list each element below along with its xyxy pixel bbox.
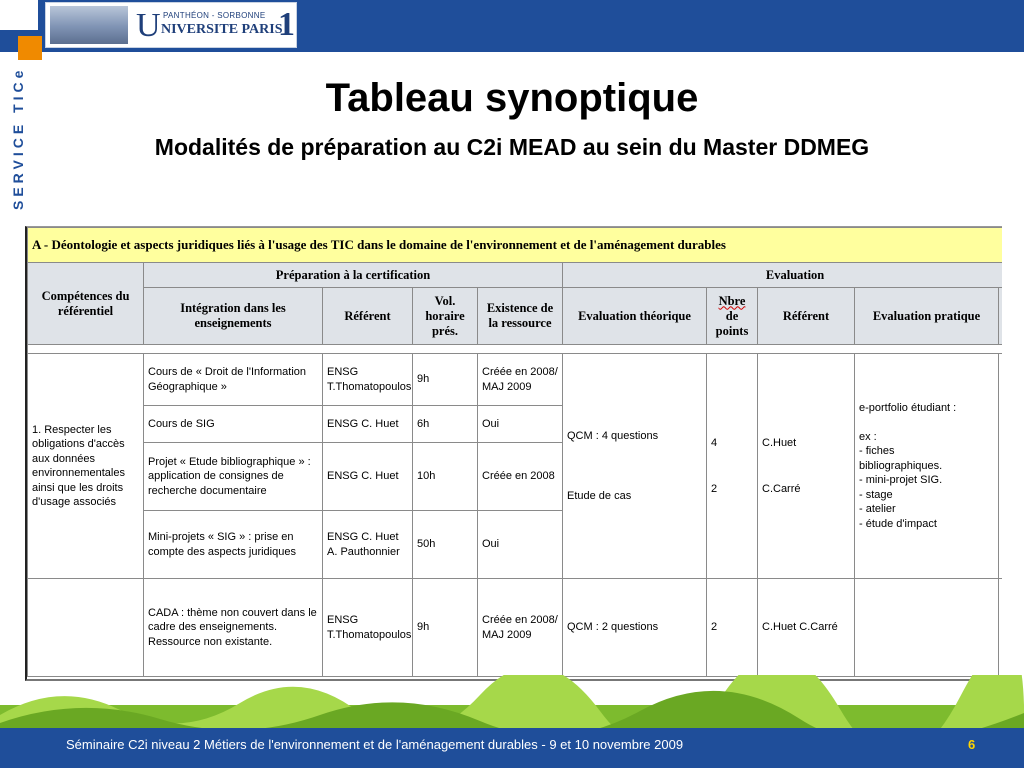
section-row xyxy=(28,228,1003,263)
header-extra xyxy=(999,288,1003,345)
ref-b: C.Carré xyxy=(762,483,801,495)
section-title: A - Déontologie et aspects juridiques liés à l'usage des TIC dans le domaine de l'environnement et de l'aménagement durables xyxy=(28,228,1003,263)
eval-theo-cell-2: QCM : 2 questions xyxy=(563,579,707,677)
integration-cell: Projet « Etude bibliographique » : application de consignes de recherche documentaire xyxy=(144,443,323,511)
existence-cell: Oui xyxy=(478,511,563,579)
vol-cell: 9h xyxy=(413,354,478,406)
vol-cell: 9h xyxy=(413,579,478,677)
page-subtitle: Modalités de préparation au C2i MEAD au sein du Master DDMEG xyxy=(154,134,870,160)
referent-cell: ENSG C. Huet xyxy=(323,443,413,511)
page-title: Tableau synoptique xyxy=(325,76,699,120)
header-existence: Existence de la ressource xyxy=(478,288,563,345)
existence-cell: Créée en 2008 xyxy=(478,443,563,511)
header-competences: Compétences du référentiel xyxy=(28,263,144,345)
vol-cell: 50h xyxy=(413,511,478,579)
eval-referent-cell-1 xyxy=(758,354,855,579)
integration-cell: Cours de « Droit de l'Information Géographique » xyxy=(144,354,323,406)
header-integration: Intégration dans les enseignements xyxy=(144,288,323,345)
page-number: 6 xyxy=(968,737,976,752)
points-b: 2 xyxy=(711,483,718,495)
points-cell-2: 2 xyxy=(707,579,758,677)
eval-theo-cell-1 xyxy=(563,354,707,579)
synoptic-table-container xyxy=(25,226,1002,681)
header-eval-theorique: Evaluation théorique xyxy=(563,288,707,345)
referent-cell: ENSG T.Thomatopoulos xyxy=(323,579,413,677)
header-eval-pratique: Evaluation pratique xyxy=(855,288,999,345)
group-header-row xyxy=(28,263,1003,288)
table-row xyxy=(28,579,1003,677)
synoptic-table xyxy=(27,227,1002,677)
table-row xyxy=(28,354,1003,406)
header-nbre-word: Nbre xyxy=(718,293,746,308)
grass-decoration xyxy=(0,675,1024,730)
ref-a: C.Huet xyxy=(762,436,797,449)
existence-cell: Créée en 2008/ MAJ 2009 xyxy=(478,579,563,677)
spacer-row xyxy=(28,345,1003,354)
corner-decoration xyxy=(0,0,38,30)
eval-referent-cell-2: C.Huet C.Carré xyxy=(758,579,855,677)
logo-top-text: PANTHÉON - SORBONNE xyxy=(163,11,266,20)
points-cell-1 xyxy=(707,354,758,579)
footer-text: Séminaire C2i niveau 2 Métiers de l'environnement et de l'aménagement durables - 9 et 10 novembre 2009 xyxy=(66,737,684,752)
integration-cell: Cours de SIG xyxy=(144,406,323,443)
header-nbre-rest: de points xyxy=(715,308,749,338)
points-a: 4 xyxy=(711,436,718,449)
existence-cell: Oui xyxy=(478,406,563,443)
header-referent-eval: Référent xyxy=(758,288,855,345)
referent-cell: ENSG C. Huet xyxy=(323,406,413,443)
extra-cell-1 xyxy=(999,354,1003,579)
eval-theo-a: QCM : 4 questions xyxy=(567,430,659,442)
competence-cell: 1. Respecter les obligations d'accès aux données environnementales ainsi que les droits d'usage associés xyxy=(28,354,144,579)
orange-square xyxy=(18,36,42,60)
referent-cell: ENSG C. Huet A. Pauthonnier xyxy=(323,511,413,579)
referent-cell: ENSG T.Thomatopoulos xyxy=(323,354,413,406)
eval-pratique-cell-1: e-portfolio étudiant : ex : - fiches bibliographiques. - mini-projet SIG. - stage - atelier - étude d'impact xyxy=(855,354,999,579)
existence-cell: Créée en 2008/ MAJ 2009 xyxy=(478,354,563,406)
eval-theo-b: Etude de cas xyxy=(567,489,632,502)
vol-cell: 10h xyxy=(413,443,478,511)
integration-cell: Mini-projets « SIG » : prise en compte des aspects juridiques xyxy=(144,511,323,579)
university-logo xyxy=(45,2,297,48)
integration-cell: CADA : thème non couvert dans le cadre des enseignements. Ressource non existante. xyxy=(144,579,323,677)
sub-header-row xyxy=(28,288,1003,345)
eval-pratique-cell-2 xyxy=(855,579,999,677)
competence-cell-empty xyxy=(28,579,144,677)
header-referent: Référent xyxy=(323,288,413,345)
header-preparation: Préparation à la certification xyxy=(144,263,563,288)
header-evaluation: Evaluation xyxy=(563,263,1003,288)
vol-cell: 6h xyxy=(413,406,478,443)
header-nbre-points xyxy=(707,288,758,345)
header-vol-horaire: Vol. horaire prés. xyxy=(413,288,478,345)
logo-building-image xyxy=(50,6,128,44)
extra-cell-2 xyxy=(999,579,1003,677)
logo-number: 1 xyxy=(278,6,295,43)
service-tice-label: SERVICE TICe xyxy=(10,66,26,210)
logo-bottom-text: NIVERSITE PARIS xyxy=(161,22,283,37)
logo-letter-u: U xyxy=(136,7,161,44)
